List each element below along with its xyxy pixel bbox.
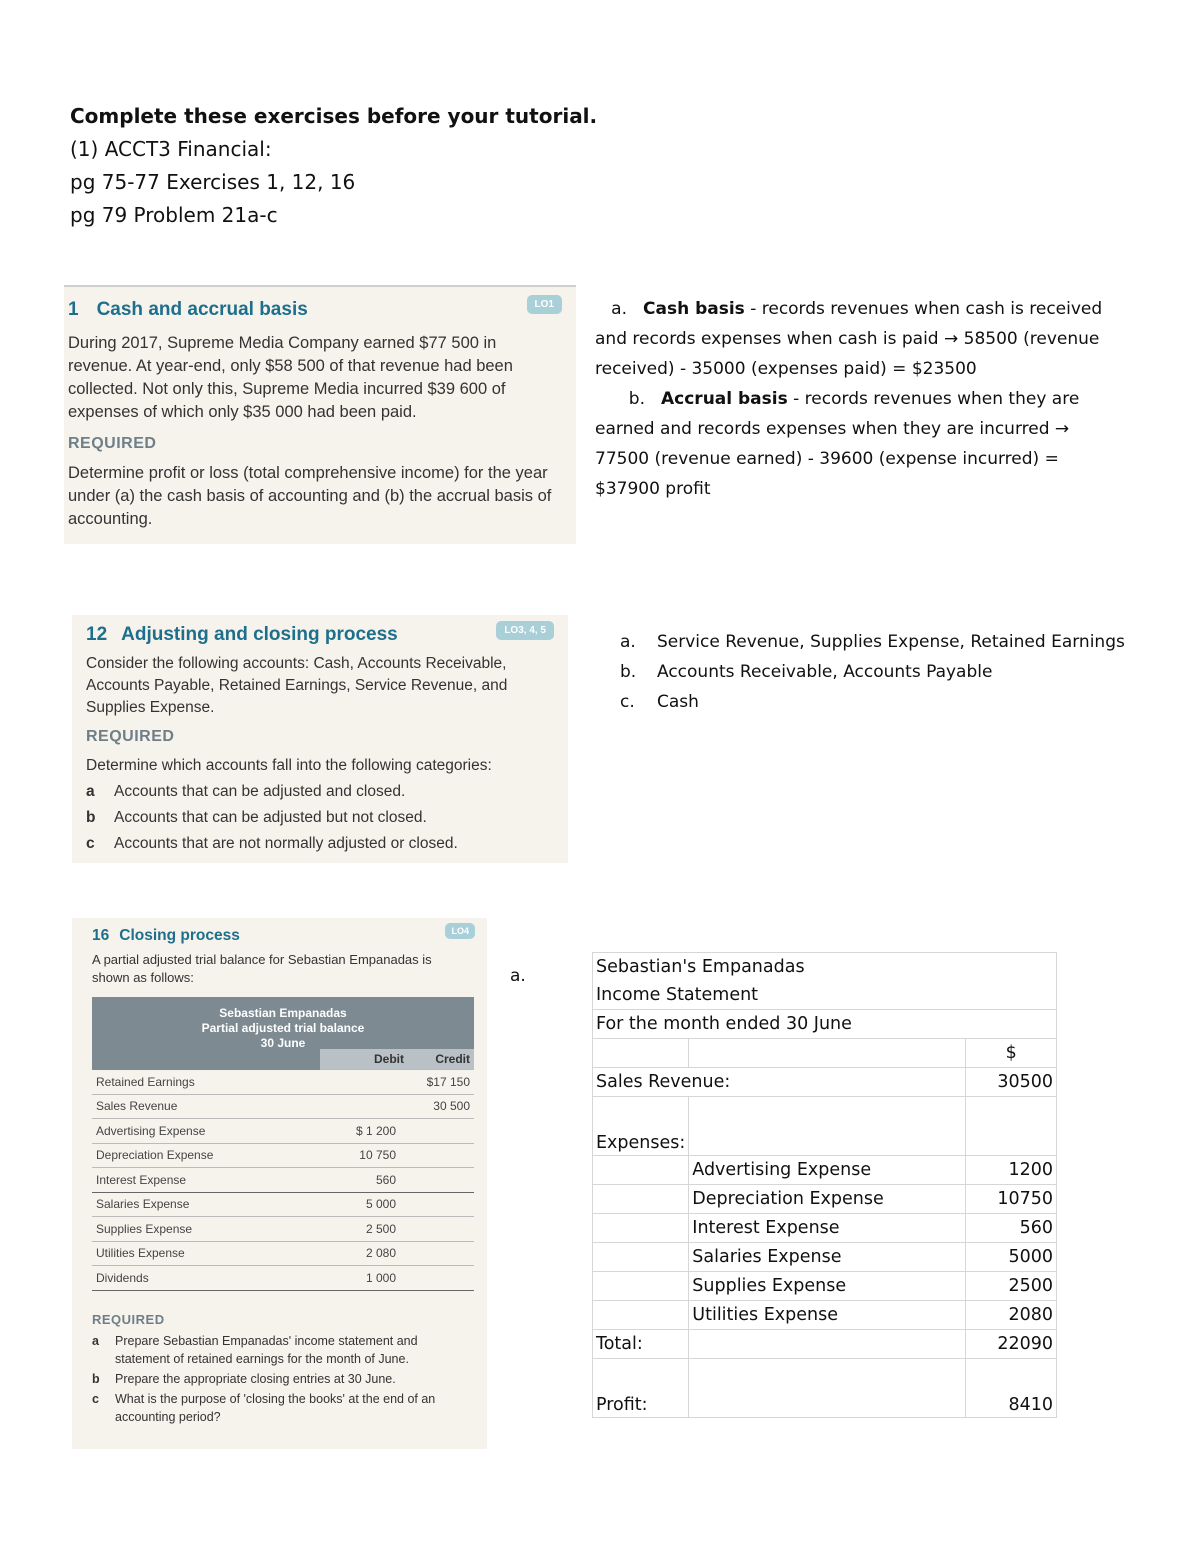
expense-name: Salaries Expense (689, 1243, 966, 1272)
expense-value: 2500 (966, 1272, 1057, 1301)
trial-balance-name: Partial adjusted trial balance (201, 1021, 365, 1035)
cell-credit (408, 1266, 474, 1291)
answer-text: Cash (657, 692, 699, 712)
answer-text: 77500 (revenue earned) - 39600 (expense incurred) = (595, 449, 1059, 469)
item-text: Accounts that can be adjusted and closed. (114, 783, 406, 800)
expense-value: 5000 (966, 1243, 1057, 1272)
item-letter: b (86, 809, 96, 826)
table-row (92, 1217, 474, 1242)
trial-balance (92, 997, 474, 1291)
cell-account: Sales Revenue (92, 1094, 320, 1119)
table-row (593, 953, 1057, 982)
cell-account: Salaries Expense (92, 1192, 320, 1217)
exercise-12-title (86, 624, 398, 646)
table-row (593, 1156, 1057, 1185)
exercise-12-required (86, 753, 561, 857)
profit-value: 8410 (966, 1359, 1057, 1418)
lo-badge: LO4 (445, 923, 475, 939)
answer-letter: c. (620, 692, 635, 712)
lo-badge: LO1 (527, 295, 562, 314)
table-row (92, 1241, 474, 1266)
item-text: Accounts that are not normally adjusted or closed. (114, 835, 458, 852)
header-line-4: pg 79 Problem 21a-c (70, 203, 278, 227)
trial-balance-title (92, 997, 474, 1049)
item-text: What is the purpose of 'closing the books' at the end of an accounting period? (115, 1392, 436, 1424)
answer-term: Cash basis (643, 299, 745, 319)
list-item (86, 805, 561, 831)
answer-term: Accrual basis (661, 389, 788, 409)
exercise-16-title (92, 927, 240, 945)
list-item (92, 1390, 467, 1426)
cell-debit: 10 750 (320, 1143, 408, 1168)
table-header-cell (92, 1049, 320, 1070)
exercise-number: 16 (92, 927, 110, 944)
table-row (593, 1330, 1057, 1359)
exercise-16-body: A partial adjusted trial balance for Sebastian Empanadas is shown as follows: (92, 952, 432, 985)
answer-letter: a. (611, 299, 627, 319)
header-line-2: (1) ACCT3 Financial: (70, 137, 272, 161)
cell-credit: $17 150 (408, 1070, 474, 1095)
answer-text: - records revenues when cash is received (744, 299, 1103, 319)
table-row (593, 1068, 1057, 1097)
answer-12 (620, 627, 1180, 717)
header-line-1: Complete these exercises before your tutorial. (70, 104, 598, 128)
expense-name: Advertising Expense (689, 1156, 966, 1185)
expense-value: 560 (966, 1214, 1057, 1243)
exercise-1-title (68, 299, 308, 321)
cell-account: Supplies Expense (92, 1217, 320, 1242)
required-label: REQUIRED (86, 728, 175, 745)
answer-text: and records expenses when cash is paid → 58500 (revenue (595, 329, 1100, 349)
statement-company: Sebastian's Empanadas (593, 953, 1057, 982)
list-item (620, 657, 1180, 687)
cell-debit: 1 000 (320, 1266, 408, 1291)
exercise-title-text: Adjusting and closing process (121, 624, 398, 645)
required-label: REQUIRED (92, 1312, 165, 1327)
exercise-number: 1 (68, 299, 79, 320)
answer-letter: b. (628, 389, 645, 409)
trial-balance-table (92, 1049, 474, 1291)
list-item (620, 687, 1180, 717)
cell-credit (408, 1168, 474, 1193)
answer-text: - records revenues when they are (787, 389, 1080, 409)
cell-account: Retained Earnings (92, 1070, 320, 1095)
expenses-label: Expenses: (593, 1097, 689, 1156)
expense-name: Supplies Expense (689, 1272, 966, 1301)
cell-credit (408, 1119, 474, 1144)
answer-text: Accounts Receivable, Accounts Payable (657, 662, 993, 682)
lo-badge: LO3, 4, 5 (496, 621, 554, 640)
expense-value: 10750 (966, 1185, 1057, 1214)
list-item (86, 831, 561, 857)
answer-text: received) - 35000 (expenses paid) = $23500 (595, 359, 977, 379)
item-text: Prepare Sebastian Empanadas' income statement and statement of retained earnings for the month of June. (115, 1334, 418, 1366)
expense-name: Depreciation Expense (689, 1185, 966, 1214)
table-row (593, 1039, 1057, 1068)
cell-account: Depreciation Expense (92, 1143, 320, 1168)
item-letter: b (92, 1372, 100, 1386)
header-line-3: pg 75-77 Exercises 1, 12, 16 (70, 170, 356, 194)
item-letter: c (92, 1392, 99, 1406)
required-label: REQUIRED (68, 435, 157, 452)
cell-credit (408, 1241, 474, 1266)
table-row (593, 1097, 1057, 1156)
total-value: 22090 (966, 1330, 1057, 1359)
table-row (92, 1143, 474, 1168)
sales-value: 30500 (966, 1068, 1057, 1097)
exercise-title-text: Cash and accrual basis (96, 299, 308, 320)
exercise-1-box (64, 285, 576, 544)
table-row (92, 1119, 474, 1144)
trial-balance-company: Sebastian Empanadas (219, 1006, 347, 1020)
cell-account: Interest Expense (92, 1168, 320, 1193)
statement-title: Income Statement (593, 981, 1057, 1010)
answer-1 (595, 294, 1155, 504)
table-row (593, 1359, 1057, 1418)
table-row (92, 1094, 474, 1119)
exercise-12-box (72, 615, 568, 863)
answer-letter: a. (620, 632, 636, 652)
table-row (92, 1070, 474, 1095)
cell-credit: 30 500 (408, 1094, 474, 1119)
table-row (593, 1243, 1057, 1272)
cell-account: Dividends (92, 1266, 320, 1291)
answer-text: Service Revenue, Supplies Expense, Retained Earnings (657, 632, 1125, 652)
statement-period: For the month ended 30 June (593, 1010, 1057, 1039)
required-intro: Determine which accounts fall into the following categories: (86, 757, 492, 774)
header-instructions (70, 100, 597, 232)
table-row (92, 1266, 474, 1291)
item-text: Prepare the appropriate closing entries at 30 June. (115, 1372, 396, 1386)
sales-label: Sales Revenue: (593, 1068, 966, 1097)
table-row (593, 1010, 1057, 1039)
cell-credit (408, 1217, 474, 1242)
col-credit: Credit (408, 1049, 474, 1070)
table-row (92, 1168, 474, 1193)
list-item (92, 1332, 467, 1368)
cell-debit: 560 (320, 1168, 408, 1193)
cell-debit (320, 1094, 408, 1119)
cell-debit: 2 500 (320, 1217, 408, 1242)
answer-letter: b. (620, 662, 637, 682)
exercise-16-box (72, 918, 487, 1449)
table-row (593, 1185, 1057, 1214)
table-row (593, 1214, 1057, 1243)
list-item (86, 779, 561, 805)
answer-16-letter: a. (510, 966, 526, 986)
trial-balance-date: 30 June (260, 1036, 306, 1050)
cell-debit: $ 1 200 (320, 1119, 408, 1144)
expense-name: Interest Expense (689, 1214, 966, 1243)
cell-debit: 5 000 (320, 1192, 408, 1217)
exercise-title-text: Closing process (119, 927, 240, 944)
currency-symbol: $ (966, 1039, 1057, 1068)
exercise-1-required: Determine profit or loss (total comprehensive income) for the year under (a) the cash basis of accounting and (b) the accrual basis of accounting. (68, 464, 552, 528)
income-statement (592, 952, 1057, 1418)
item-letter: c (86, 835, 95, 852)
exercise-number: 12 (86, 624, 108, 645)
table-row (593, 1301, 1057, 1330)
cell-credit (408, 1192, 474, 1217)
item-letter: a (92, 1334, 99, 1348)
expense-value: 1200 (966, 1156, 1057, 1185)
profit-label: Profit: (593, 1359, 689, 1418)
answer-text: $37900 profit (595, 479, 711, 499)
cell-debit (320, 1070, 408, 1095)
item-letter: a (86, 783, 95, 800)
expense-name: Utilities Expense (689, 1301, 966, 1330)
answer-text: earned and records expenses when they are incurred → (595, 419, 1070, 439)
exercise-16-required (92, 1332, 467, 1426)
list-item (620, 627, 1180, 657)
table-row (593, 981, 1057, 1010)
cell-credit (408, 1143, 474, 1168)
exercise-12-body: Consider the following accounts: Cash, Accounts Receivable, Accounts Payable, Retained Earnings, Service Revenue, and Supplies Expense. (86, 655, 508, 716)
table-row (593, 1272, 1057, 1301)
table-header-row (92, 1049, 474, 1070)
cell-account: Advertising Expense (92, 1119, 320, 1144)
total-label: Total: (593, 1330, 689, 1359)
cell-account: Utilities Expense (92, 1241, 320, 1266)
col-debit: Debit (320, 1049, 408, 1070)
item-text: Accounts that can be adjusted but not closed. (114, 809, 427, 826)
list-item (92, 1370, 467, 1388)
expense-value: 2080 (966, 1301, 1057, 1330)
table-row (92, 1192, 474, 1217)
exercise-1-body: During 2017, Supreme Media Company earned $77 500 in revenue. At year-end, only $58 500 of that revenue had been collected. Not only this, Supreme Media incurred $39 600 of expenses of which only $35 000 had been paid. (68, 334, 513, 421)
cell-debit: 2 080 (320, 1241, 408, 1266)
